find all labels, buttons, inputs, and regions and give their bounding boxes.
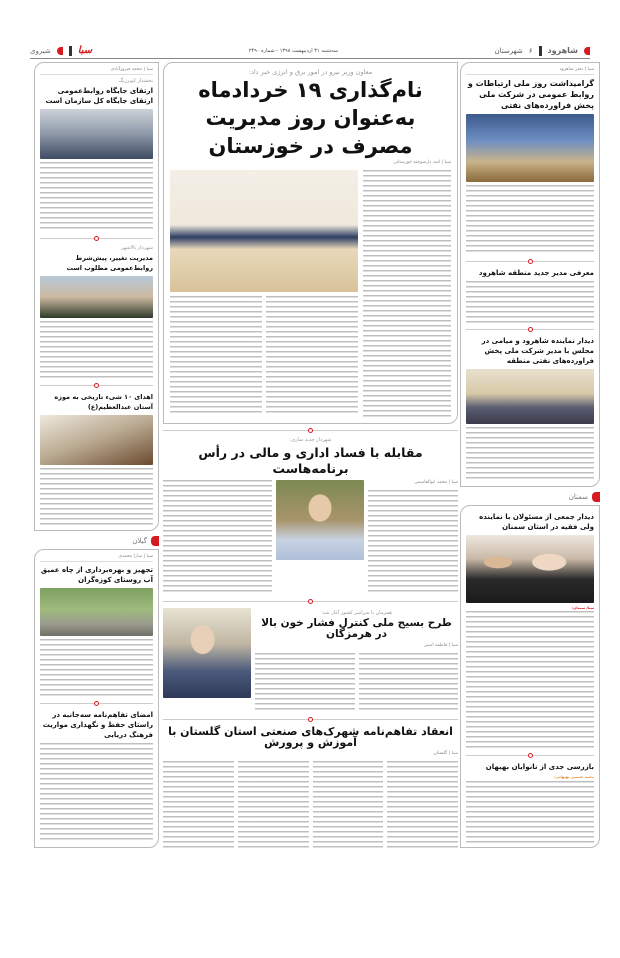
byline: سبا | سارا محمدی bbox=[40, 554, 153, 562]
brand-name: شاهرود bbox=[547, 46, 578, 55]
kicker: شهردار جدید ساری: bbox=[289, 437, 332, 443]
photo-award-ceremony bbox=[466, 114, 594, 182]
headline[interactable]: دیدار نماینده شاهرود و میامی در مجلس با مدیر شرکت ملی پخش فراورده‌های نفتی منطقه bbox=[481, 337, 594, 365]
headline[interactable]: مدیریت تغییر، پیش‌شرط روابط‌عمومی مطلوب است bbox=[66, 254, 153, 272]
divider bbox=[466, 327, 594, 332]
headline[interactable]: ارتقای جایگاه روابط‌عمومی ارتقای جایگاه کل سازمان است bbox=[45, 87, 153, 105]
page-number: ۶ bbox=[528, 46, 533, 55]
article-body bbox=[387, 761, 458, 851]
section-marker-icon bbox=[151, 536, 159, 546]
divider bbox=[163, 717, 458, 722]
byline: سبا | فاطمه امینی bbox=[423, 643, 458, 648]
top-story-media bbox=[170, 170, 358, 420]
kicker: شهردار بالاشهر bbox=[121, 245, 153, 251]
section-name: شهرستان bbox=[494, 46, 523, 55]
divider bbox=[40, 383, 153, 388]
divider bbox=[163, 599, 458, 604]
headline[interactable]: طرح بسیج ملی کنترل فشار خون بالا در هرمزگان bbox=[261, 617, 452, 640]
photo-group bbox=[40, 276, 153, 318]
byline: سبا | محمد فیروزآبادی bbox=[40, 67, 153, 75]
kicker: همزمان با سراسر کشور آغاز شد: bbox=[321, 610, 392, 616]
section-marker-icon bbox=[592, 492, 600, 502]
masthead-left bbox=[30, 45, 92, 56]
photo-clergy-meeting bbox=[466, 535, 594, 603]
main-headline-line1[interactable]: نام‌گذاری ۱۹ خردادماه bbox=[198, 78, 423, 102]
left-news-box bbox=[34, 62, 159, 531]
article-body bbox=[359, 653, 459, 713]
headline[interactable]: دیدار جمعی از مسئولان با نماینده ولی فقیه در استان سمنان bbox=[479, 513, 594, 531]
photo-conference-table bbox=[170, 170, 358, 292]
photo-meeting bbox=[466, 369, 594, 424]
left-column bbox=[34, 62, 159, 848]
story3 bbox=[163, 608, 458, 713]
left-section-name: شیروی bbox=[30, 46, 51, 55]
article-body bbox=[466, 611, 594, 749]
headline[interactable]: مقابله با فساد اداری و مالی در رأس برنامه‌هاست bbox=[198, 445, 423, 476]
brand-marker-icon bbox=[584, 47, 590, 55]
story4-columns bbox=[163, 761, 458, 851]
headline[interactable]: معرفی مدیر جدید منطقه شاهرود bbox=[478, 269, 594, 277]
article-body bbox=[466, 427, 594, 482]
top-story-box bbox=[163, 62, 458, 424]
headline[interactable]: تجهیز و بهره‌برداری از چاه عمیق آب روستای کوزه‌گران bbox=[40, 566, 153, 584]
headline[interactable]: بازرسی جدی از نانوایان بهبهان bbox=[485, 763, 594, 772]
byline: سبا | امید دل‌سوخته خوزستانی bbox=[393, 160, 451, 165]
gilan-news-box bbox=[34, 549, 159, 848]
middle-column bbox=[163, 62, 458, 851]
headline[interactable]: اهدای ۱۰ شیء تاریخی به موزه آستان عبدالعظیم(ع) bbox=[54, 393, 153, 411]
divider-bar bbox=[69, 46, 72, 56]
masthead bbox=[30, 43, 590, 59]
kicker: معاون وزیر نیرو در امور برق و انرژی خبر داد: bbox=[248, 68, 373, 76]
photo-office-meeting bbox=[40, 109, 153, 159]
article-body bbox=[466, 185, 594, 255]
divider bbox=[466, 259, 594, 264]
divider bbox=[40, 236, 153, 241]
story2-body bbox=[163, 480, 458, 595]
section-marker-icon bbox=[57, 47, 63, 55]
divider bbox=[163, 428, 458, 433]
article-lead: محمد حسینی بهبهانی: bbox=[554, 775, 594, 780]
photo-historical-objects bbox=[40, 415, 153, 465]
masthead-right bbox=[495, 46, 590, 56]
article-body bbox=[40, 468, 153, 526]
right-news-box bbox=[460, 62, 600, 487]
issue-date: سه‌شنبه ۳۱ اردیبهشت ۱۳۹۸ - شماره ۲۴۹۰ bbox=[248, 47, 338, 54]
byline: سبا | دفتر شاهرود bbox=[466, 67, 594, 75]
right-column bbox=[460, 62, 600, 848]
article-body bbox=[466, 781, 594, 843]
article-body: سبا/ سمنان: bbox=[571, 606, 594, 610]
semnan-news-box bbox=[460, 505, 600, 848]
headline[interactable]: امضای تفاهم‌نامه سه‌جانبه در راستای حفظ و نگهداری مواریث فرهنگ دریایی bbox=[42, 711, 153, 739]
byline: سبا | محمد ابوالقاسمی bbox=[414, 480, 458, 485]
byline: سبا | گلستان bbox=[433, 751, 458, 756]
photo-water-well bbox=[40, 588, 153, 636]
article-body bbox=[40, 639, 153, 697]
divider bbox=[466, 753, 594, 758]
top-story-body bbox=[170, 170, 451, 420]
section-header-semnan: سمنان bbox=[460, 492, 600, 502]
article-body bbox=[368, 490, 458, 595]
article-body bbox=[40, 321, 153, 379]
article-body bbox=[40, 743, 153, 843]
article-body bbox=[40, 162, 153, 232]
photo-university-head bbox=[163, 608, 251, 698]
headline[interactable]: انعقاد تفاهم‌نامه شهرک‌های صنعتی استان گلستان با آموزش و پرورش bbox=[168, 725, 453, 749]
photo-mayor-portrait bbox=[276, 480, 364, 560]
text-columns bbox=[170, 296, 358, 416]
main-headline-line2[interactable]: به‌عنوان روز مدیریت مصرف در خوزستان bbox=[205, 106, 416, 158]
article-body bbox=[466, 281, 594, 323]
article-body bbox=[363, 170, 451, 420]
headline[interactable]: گرامیداشت روز ملی ارتباطات و روابط عمومی در شرکت ملی پخش فراورده‌های نفتی bbox=[467, 79, 594, 110]
kicker: بخشدار کوبرزنگ bbox=[118, 78, 153, 84]
saba-logo: سبا bbox=[77, 45, 93, 56]
divider bbox=[40, 701, 153, 706]
section-header-gilan: گیلان bbox=[34, 536, 159, 546]
divider-bar bbox=[539, 46, 542, 56]
article-body bbox=[163, 480, 272, 595]
